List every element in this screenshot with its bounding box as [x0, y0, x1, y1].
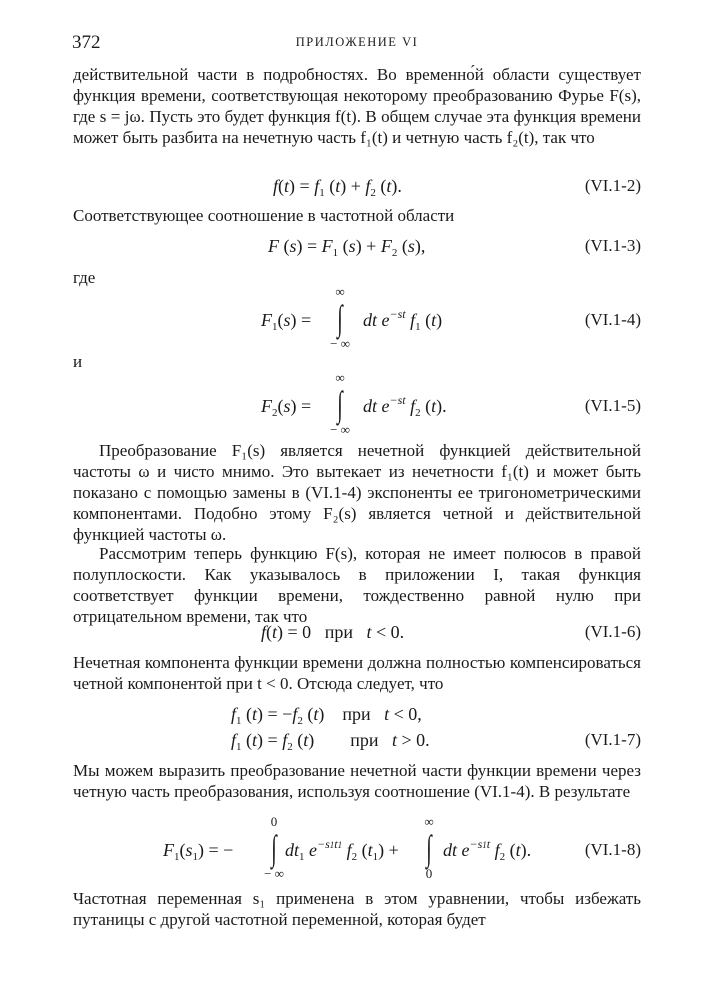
page-number: 372	[72, 32, 101, 53]
integral-sign-2	[417, 814, 441, 882]
formula-lhs: $F_1(s_1)$ = −	[163, 840, 234, 863]
equation-number: (VI.1-7)	[584, 730, 641, 749]
word-pri: при	[350, 730, 379, 750]
integral-symbol: ∫	[337, 298, 343, 338]
formula-mid: $dt_1$ $e^{-s1t1}$ $f_2$ $(t_1)$ +	[285, 837, 399, 863]
formula: $f(t) = f_1$ $(t) + f_2$ (t).	[273, 176, 402, 199]
equation-vi-1-8	[73, 814, 641, 884]
upper-limit: ∞	[424, 814, 434, 829]
paragraph-5: Нечетная компонента функции времени должна полностью компенсироваться четной компонентой при t < 0. Отсюда следует, что	[73, 653, 641, 693]
formula: F $(s) = F_1$ $(s) + F_2$ (s),	[268, 236, 426, 259]
equation-vi-1-5	[73, 370, 641, 440]
integral-symbol: ∫	[337, 384, 343, 424]
upper-limit: 0	[270, 814, 278, 829]
equation-number: (VI.1-8)	[584, 840, 641, 859]
equation-vi-1-7	[73, 704, 641, 754]
upper-limit: ∞	[335, 370, 345, 385]
equation-number: (VI.1-2)	[584, 176, 641, 195]
formula-lhs: $F_1(s)$ =	[261, 310, 312, 333]
lower-limit: − ∞	[330, 336, 350, 351]
equation-number: (VI.1-3)	[584, 236, 641, 255]
formula-rhs: dt $e^{-s1t}$ $f_2$ (t).	[443, 837, 532, 863]
running-head: ПРИЛОЖЕНИЕ VI	[295, 35, 419, 49]
formula-rhs: dt $e^{-st}$ $f_1$ (t)	[363, 307, 443, 333]
formula-line-2: $f_1$ $(t) = f_2$ (t) при t > 0.	[231, 730, 430, 753]
integral-sign	[325, 370, 355, 438]
integral-symbol: ∫	[426, 828, 432, 868]
paragraph-7: Частотная переменная s₁ применена в этом уравнении, чтобы избежать путаницы с другой частотной переменной, которая будет	[73, 889, 641, 929]
word-i: и	[73, 352, 83, 371]
lower-limit: − ∞	[264, 866, 284, 881]
formula-line-1: $f_1$ $(t) = -f_2$ (t) при t < 0,	[231, 704, 422, 727]
formula-rhs: dt $e^{-st}$ $f_2$ (t).	[363, 393, 447, 419]
word-pri: при	[324, 622, 353, 642]
upper-limit: ∞	[335, 284, 345, 299]
paragraph-1: действительной части в подробностях. Во временно́й области существует функция времени, соответствующая некоторому преобразованию Фурье F(s), где s = jω. Пусть это будет функция f(t). В общем случае эта функция времени может быть разбита на нечетную часть f₁(t) и четную часть f₂(t), так что	[73, 65, 641, 147]
paragraph-6: Мы можем выразить преобразование нечетной части функции времени через четную часть преобразования, используя соотношение (VI.1-4). В результате	[73, 761, 641, 801]
formula: f(t) = 0 при t < 0.	[261, 622, 405, 642]
word-gde: где	[73, 268, 96, 287]
equation-number: (VI.1-6)	[584, 622, 641, 641]
page-header	[72, 32, 642, 56]
equation-vi-1-4	[73, 284, 641, 354]
integral-symbol: ∫	[271, 828, 277, 868]
equation-number: (VI.1-5)	[584, 396, 641, 415]
paragraph-4: Рассмотрим теперь функцию F(s), которая не имеет полюсов в правой полуплоскости. Как указывалось в приложении I, такая функция соответствует функции времени, тождественно равной нулю при отрицательном времени, так что	[73, 544, 641, 626]
paragraph-2: Соответствующее соотношение в частотной области	[73, 206, 455, 225]
equation-number: (VI.1-4)	[584, 310, 641, 329]
word-pri: при	[342, 704, 371, 724]
paragraph-3: Преобразование F₁(s) является нечетной функцией действительной частоты ω и чисто мнимо. Это вытекает из нечетности f₁(t) и может быть показано с помощью замены в (VI.1-4) экспоненты ее тригонометрическими компонентами. Подобно этому F₂(s) является четной и действительной функцией частоты ω.	[73, 441, 641, 544]
integral-sign	[325, 284, 355, 352]
lower-limit: 0	[425, 866, 433, 881]
formula-lhs: $F_2(s)$ =	[261, 396, 312, 419]
lower-limit: − ∞	[330, 422, 350, 437]
